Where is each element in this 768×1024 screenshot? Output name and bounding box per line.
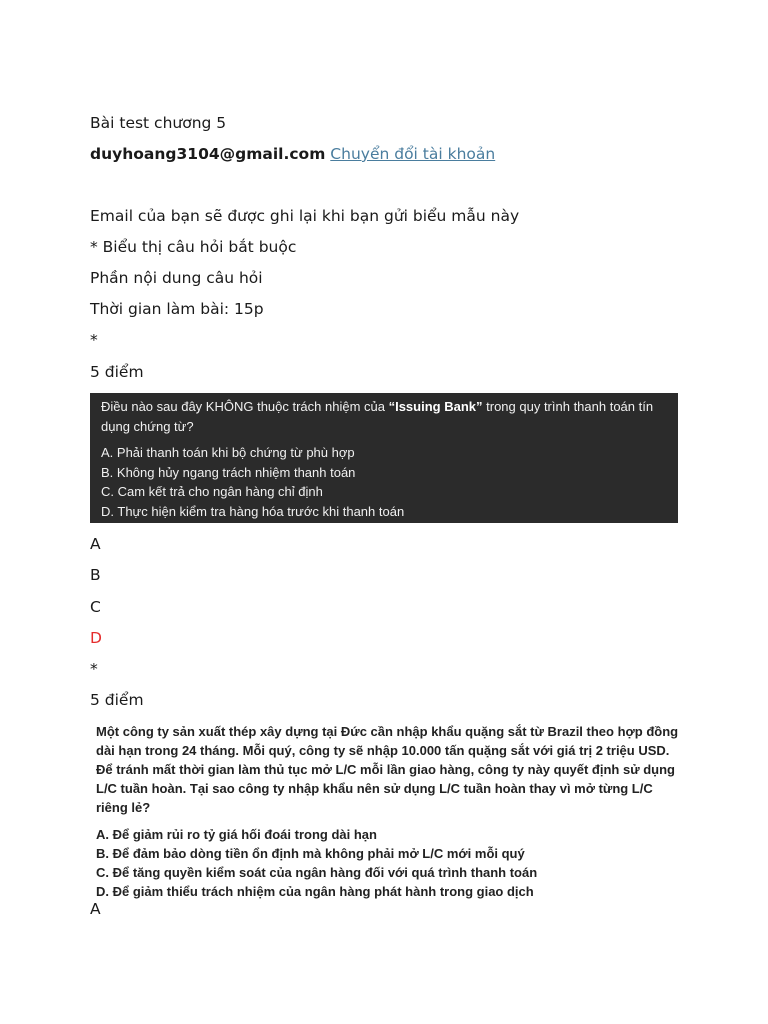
question-option-b: B. Để đảm bảo dòng tiền ổn định mà không phải mở L/C mới mỗi quý	[96, 846, 525, 861]
question-option-d: D. Để giảm thiểu trách nhiệm của ngân hàng phát hành trong giao dịch	[96, 884, 534, 899]
question-stem: Điều nào sau đây KHÔNG thuộc trách nhiệm của “Issuing Bank” trong quy trình thanh toán tín dụng chứng từ?	[101, 399, 654, 434]
choice-a[interactable]: A	[90, 535, 101, 553]
question-option-b: B. Không hủy ngang trách nhiệm thanh toán	[101, 464, 356, 480]
question-option-c: C. Cam kết trả cho ngân hàng chỉ định	[101, 484, 323, 499]
question-image	[90, 720, 680, 899]
choice-d[interactable]: D	[90, 629, 102, 647]
time-limit: Thời gian làm bài: 15p	[90, 300, 264, 318]
question-option-c: C. Để tăng quyền kiểm soát của ngân hàng đối với quá trình thanh toán	[96, 865, 538, 880]
email-notice: Email của bạn sẽ được ghi lại khi bạn gửi biểu mẫu này	[90, 207, 520, 225]
switch-account-link[interactable]: Chuyển đổi tài khoản	[330, 145, 496, 163]
account-email: duyhoang3104@gmail.com	[90, 145, 326, 163]
choice-b[interactable]: B	[90, 566, 101, 584]
form-title: Bài test chương 5	[90, 114, 227, 132]
required-notice: * Biểu thị câu hỏi bắt buộc	[90, 238, 297, 256]
question-image	[90, 393, 678, 523]
account-row	[90, 144, 495, 164]
question-option-a: A. Để giảm rủi ro tỷ giá hối đoái trong dài hạn	[96, 827, 377, 842]
choice-c[interactable]: C	[90, 598, 101, 616]
question-option-d: D. Thực hiện kiểm tra hàng hóa trước khi thanh toán	[101, 503, 405, 519]
section-title: Phần nội dung câu hỏi	[90, 269, 263, 287]
question-option-a: A. Phải thanh toán khi bộ chứng từ phù hợp	[101, 445, 355, 460]
choice-a[interactable]: A	[90, 900, 101, 918]
required-mark: *	[90, 660, 98, 678]
question-stem: Một công ty sản xuất thép xây dựng tại Đức cần nhập khẩu quặng sắt từ Brazil theo hợp đồng dài hạn trong 24 tháng. Mỗi quý, công ty sẽ nhập 10.000 tấn quặng sắt với giá trị 2 triệu USD. Để tránh mất thời gian làm thủ tục mở L/C mỗi lần giao hàng, công ty này quyết định sử dụng L/C tuần hoàn. Tại sao công ty nhập khẩu nên sử dụng L/C tuần hoàn thay vì mở từng L/C riêng lẻ?	[96, 724, 679, 815]
question-points: 5 điểm	[90, 691, 144, 709]
required-mark: *	[90, 331, 98, 349]
question-points: 5 điểm	[90, 363, 144, 381]
